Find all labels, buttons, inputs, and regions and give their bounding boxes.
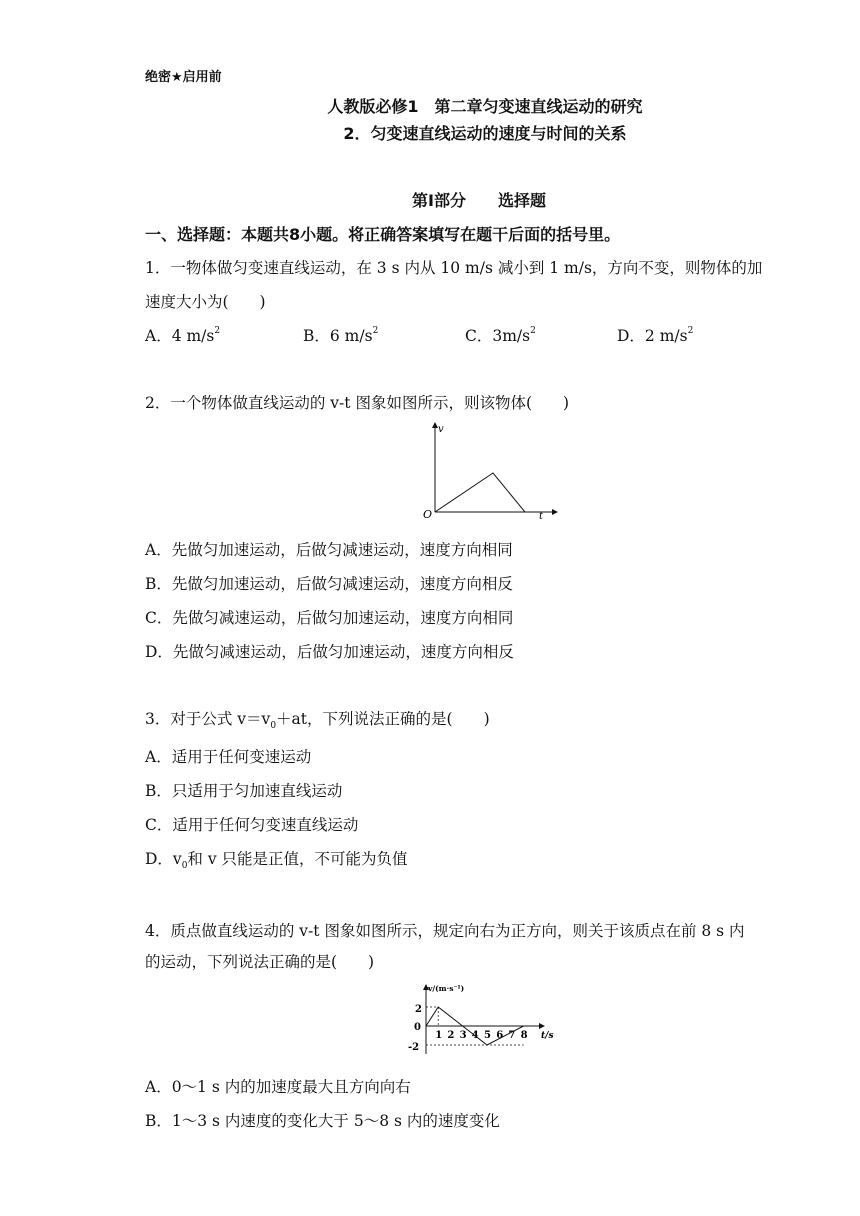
q4-x-tick-1: 1	[435, 1030, 443, 1041]
q2-option-b: B．先做匀加速运动，后做匀减速运动，速度方向相反	[145, 575, 513, 593]
part-heading: 第Ⅰ部分 选择题	[412, 191, 546, 210]
q4-x-tick-2: 2	[447, 1030, 455, 1041]
q3-option-a: A．适用于任何变速运动	[145, 748, 312, 766]
title-line-2: 2．匀变速直线运动的速度与时间的关系	[343, 124, 627, 143]
q2-option-c: C．先做匀减速运动，后做匀加速运动，速度方向相同	[145, 609, 514, 627]
q4-x-tick-8: 8	[520, 1030, 528, 1041]
q4-x-tick-3: 3	[459, 1030, 467, 1041]
q3-stem: 3．对于公式 $v=v_0+at$，下列说法正确的是( )	[145, 710, 490, 732]
q1-option-a: A．4 $m/s^2$	[145, 326, 221, 345]
q2-option-d: D．先做匀减速运动，后做匀加速运动，速度方向相反	[145, 643, 514, 661]
q4-x-tick-4: 4	[471, 1030, 479, 1041]
q4-y-tick-2: 2	[415, 1004, 422, 1015]
q4-stem-line1: 4．质点做直线运动的 v-t 图象如图所示，规定向右为正方向，则关于该质点在前 8 s 内	[145, 922, 745, 940]
q4-t-axis-arrow	[539, 1023, 545, 1029]
q2-v-label: v	[438, 424, 444, 435]
title-line-1: 人教版必修1 第二章匀变速直线运动的研究	[327, 97, 643, 116]
q2-origin-label: O	[423, 508, 433, 521]
q2-vt-line	[435, 473, 525, 512]
q4-y-tick-neg2: -2	[408, 1042, 420, 1053]
q4-x-tick-6: 6	[496, 1030, 504, 1041]
q1-option-b: B．6 $m/s^2$	[303, 326, 379, 345]
q2-stem: 2．一个物体做直线运动的 v-t 图象如图所示，则该物体( )	[145, 394, 570, 412]
q4-origin-label: 0	[414, 1022, 421, 1033]
secret-label: 绝密★启用前	[145, 70, 222, 85]
q4-x-tick-5: 5	[484, 1030, 491, 1041]
q3-option-c: C．适用于任何匀变速直线运动	[145, 816, 359, 834]
q3-option-b: B．只适用于匀加速直线运动	[145, 782, 343, 800]
q1-stem-line1: 1．一物体做匀变速直线运动，在 3 s 内从 10 m/s 减小到 1 m/s，方向不变，则物体的加	[145, 259, 763, 277]
section-heading: 一、选择题：本题共8小题。将正确答案填写在题干后面的括号里。	[145, 225, 621, 244]
q2-option-a: A．先做匀加速运动，后做匀减速运动，速度方向相同	[145, 541, 513, 559]
q4-option-b: B．1～3 s 内速度的变化大于 5～8 s 内的速度变化	[145, 1112, 500, 1130]
q4-x-tick-7: 7	[508, 1030, 516, 1041]
q4-v-label: v/(m·s⁻¹)	[428, 984, 465, 993]
q1-option-c: C．$3m/s^2$	[465, 326, 536, 345]
q2-t-label: t	[539, 511, 544, 522]
q3-option-d: D．$v_0$和 v 只能是正值，不可能为负值	[145, 850, 408, 872]
q2-t-axis-arrow	[552, 509, 558, 515]
q1-stem-line2: 速度大小为( )	[145, 293, 266, 311]
q1-option-d: D．2 $m/s^2$	[617, 326, 694, 345]
q4-option-a: A．0～1 s 内的加速度最大且方向向右	[145, 1078, 411, 1096]
q4-vt-graph	[395, 982, 560, 1057]
q2-vt-graph	[418, 420, 558, 522]
q4-stem-line2: 的运动，下列说法正确的是( )	[145, 953, 375, 971]
q4-t-label: t/s	[541, 1031, 554, 1041]
